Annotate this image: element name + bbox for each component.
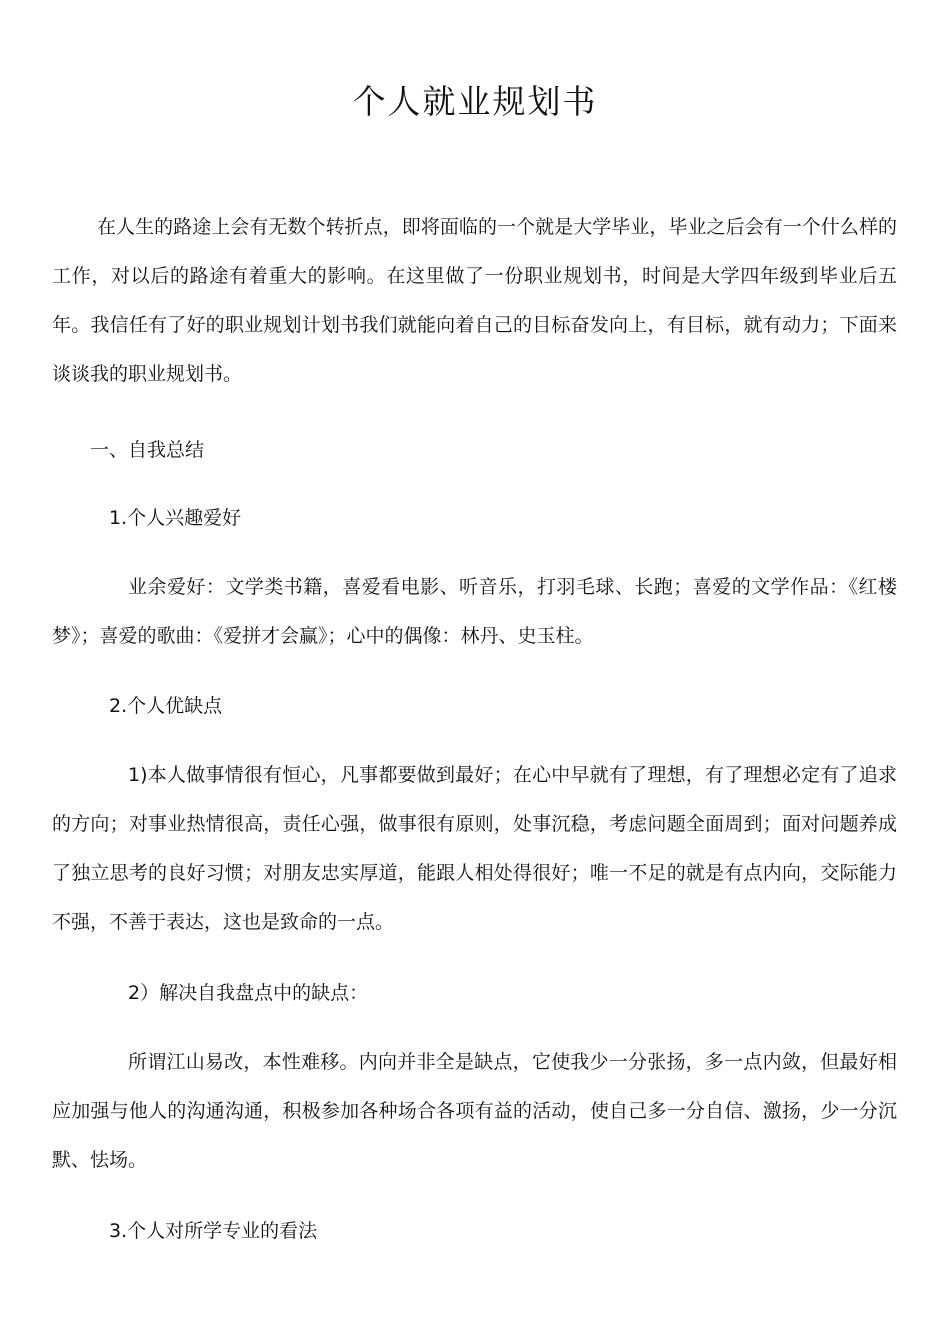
intro-paragraph: 在人生的路途上会有无数个转折点，即将面临的一个就是大学毕业，毕业之后会有一个什么样的工作，对以后的路途有着重大的影响。在这里做了一份职业规划书，时间是大学四年级到毕业后五年。我信任有了好的职业规划计划书我们就能向着自己的目标奋发向上，有目标，就有动力；下面来谈谈我的职业规划书。 xyxy=(52,216,897,385)
subheading-resolve-weaknesses: 2）解决自我盘点中的缺点： xyxy=(128,982,369,1004)
subheading-strengths-weaknesses: 2.个人优缺点 xyxy=(109,695,223,717)
resolve-weaknesses-paragraph: 所谓江山易改，本性难移。内向并非全是缺点，它使我少一分张扬，多一点内敛，但最好相应加强与他人的沟通沟通，积极参加各种场合各项有益的活动，使自己多一分自信、激扬，少一分沉默、怯场。 xyxy=(52,1051,897,1171)
interests-paragraph: 业余爱好：文学类书籍，喜爱看电影、听音乐，打羽毛球、长跑；喜爱的文学作品：《红楼梦》；喜爱的歌曲：《爱拼才会赢》；心中的偶像：林丹、史玉柱。 xyxy=(52,576,897,647)
document-title: 个人就业规划书 xyxy=(352,82,598,121)
section-heading-self-summary: 一、自我总结 xyxy=(90,439,205,461)
strengths-paragraph: 1)本人做事情很有恒心，凡事都要做到最好；在心中早就有了理想，有了理想必定有了追求的方向；对事业热情很高，责任心强，做事很有原则，处事沉稳，考虑问题全面周到；面对问题养成了独立思考的良好习惯；对朋友忠实厚道，能跟人相处得很好；唯一不足的就是有点内向，交际能力不强，不善于表达，这也是致命的一点。 xyxy=(52,764,897,933)
subheading-interests: 1.个人兴趣爱好 xyxy=(109,507,242,529)
subheading-major-views: 3.个人对所学专业的看法 xyxy=(109,1220,318,1242)
